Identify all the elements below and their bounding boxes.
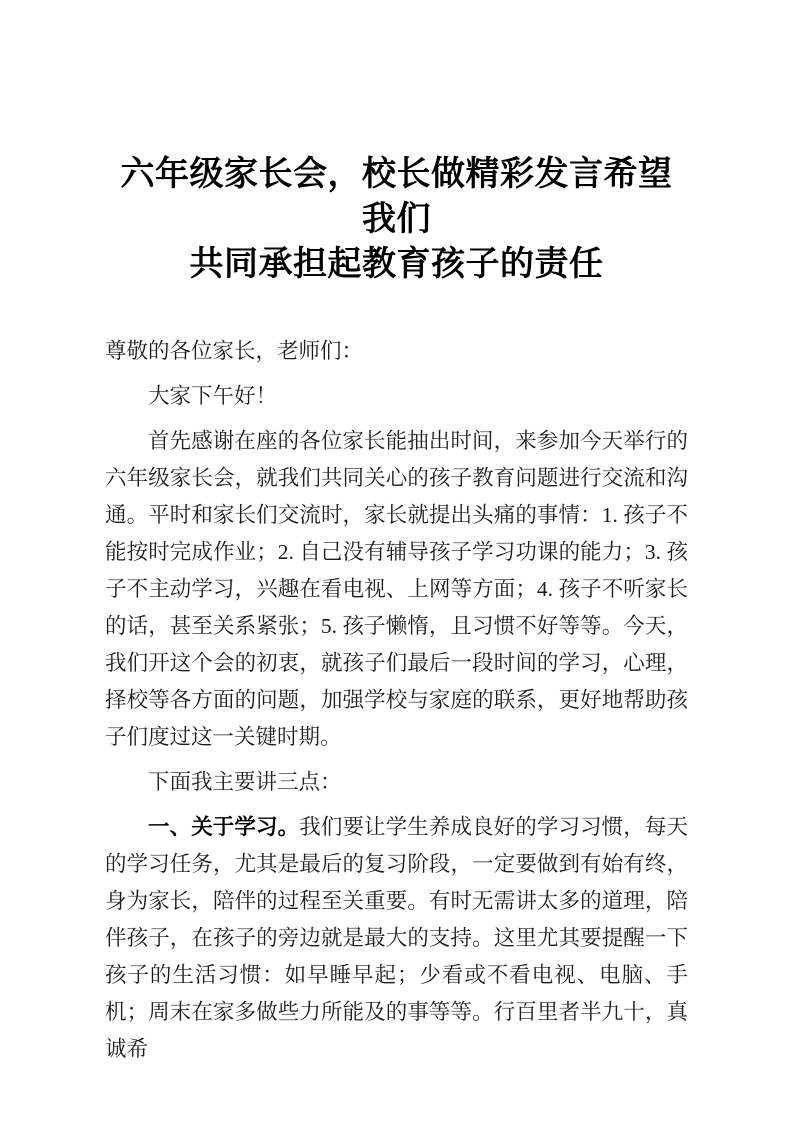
- paragraph-greeting: 大家下午好！: [148, 384, 278, 408]
- document-title: [105, 152, 688, 287]
- paragraph-point-one-body: 我们要让学生养成良好的学习习惯，每天的学习任务，尤其是最后的复习阶段，一定要做到有始有终，身为家长，陪伴的过程至关重要。有时无需讲太多的道理，陪伴孩子，在孩子的旁边就是最大的支持。这里尤其要提醒一下孩子的生活习惯：如早睡早起；少看或不看电视、电脑、手机；周末在家多做些力所能及的事等等。行百里者半九十，真诚希: [105, 815, 688, 1061]
- document-body: [105, 333, 688, 1068]
- document-title-line-2: 共同承担起教育孩子的责任: [189, 246, 604, 283]
- paragraph-point-one: [105, 809, 688, 1068]
- paragraph-salutation: 尊敬的各位家长，老师们：: [105, 339, 364, 363]
- paragraph-point-one-heading: 一、关于学习。: [148, 815, 300, 839]
- paragraph-outline-intro: 下面我主要讲三点：: [148, 770, 342, 794]
- paragraph-introduction: 首先感谢在座的各位家长能抽出时间，来参加今天举行的六年级家长会，就我们共同关心的孩子教育问题进行交流和沟通。平时和家长们交流时，家长就提出头痛的事情：1. 孩子不能按时完成作业；2. 自己没有辅导孩子学习功课的能力；3. 孩子不主动学习，兴趣在看电视、上网等方面；4. 孩子不听家长的话，甚至关系紧张；5. 孩子懒惰，且习惯不好等等。今天，我们开这个会的初衷，就孩子们最后一段时间的学习，心理，择校等各方面的问题，加强学校与家庭的联系，更好地帮助孩子们度过这一关键时期。: [105, 429, 688, 749]
- document-title-line-1: 六年级家长会，校长做精彩发言希望我们: [120, 156, 673, 238]
